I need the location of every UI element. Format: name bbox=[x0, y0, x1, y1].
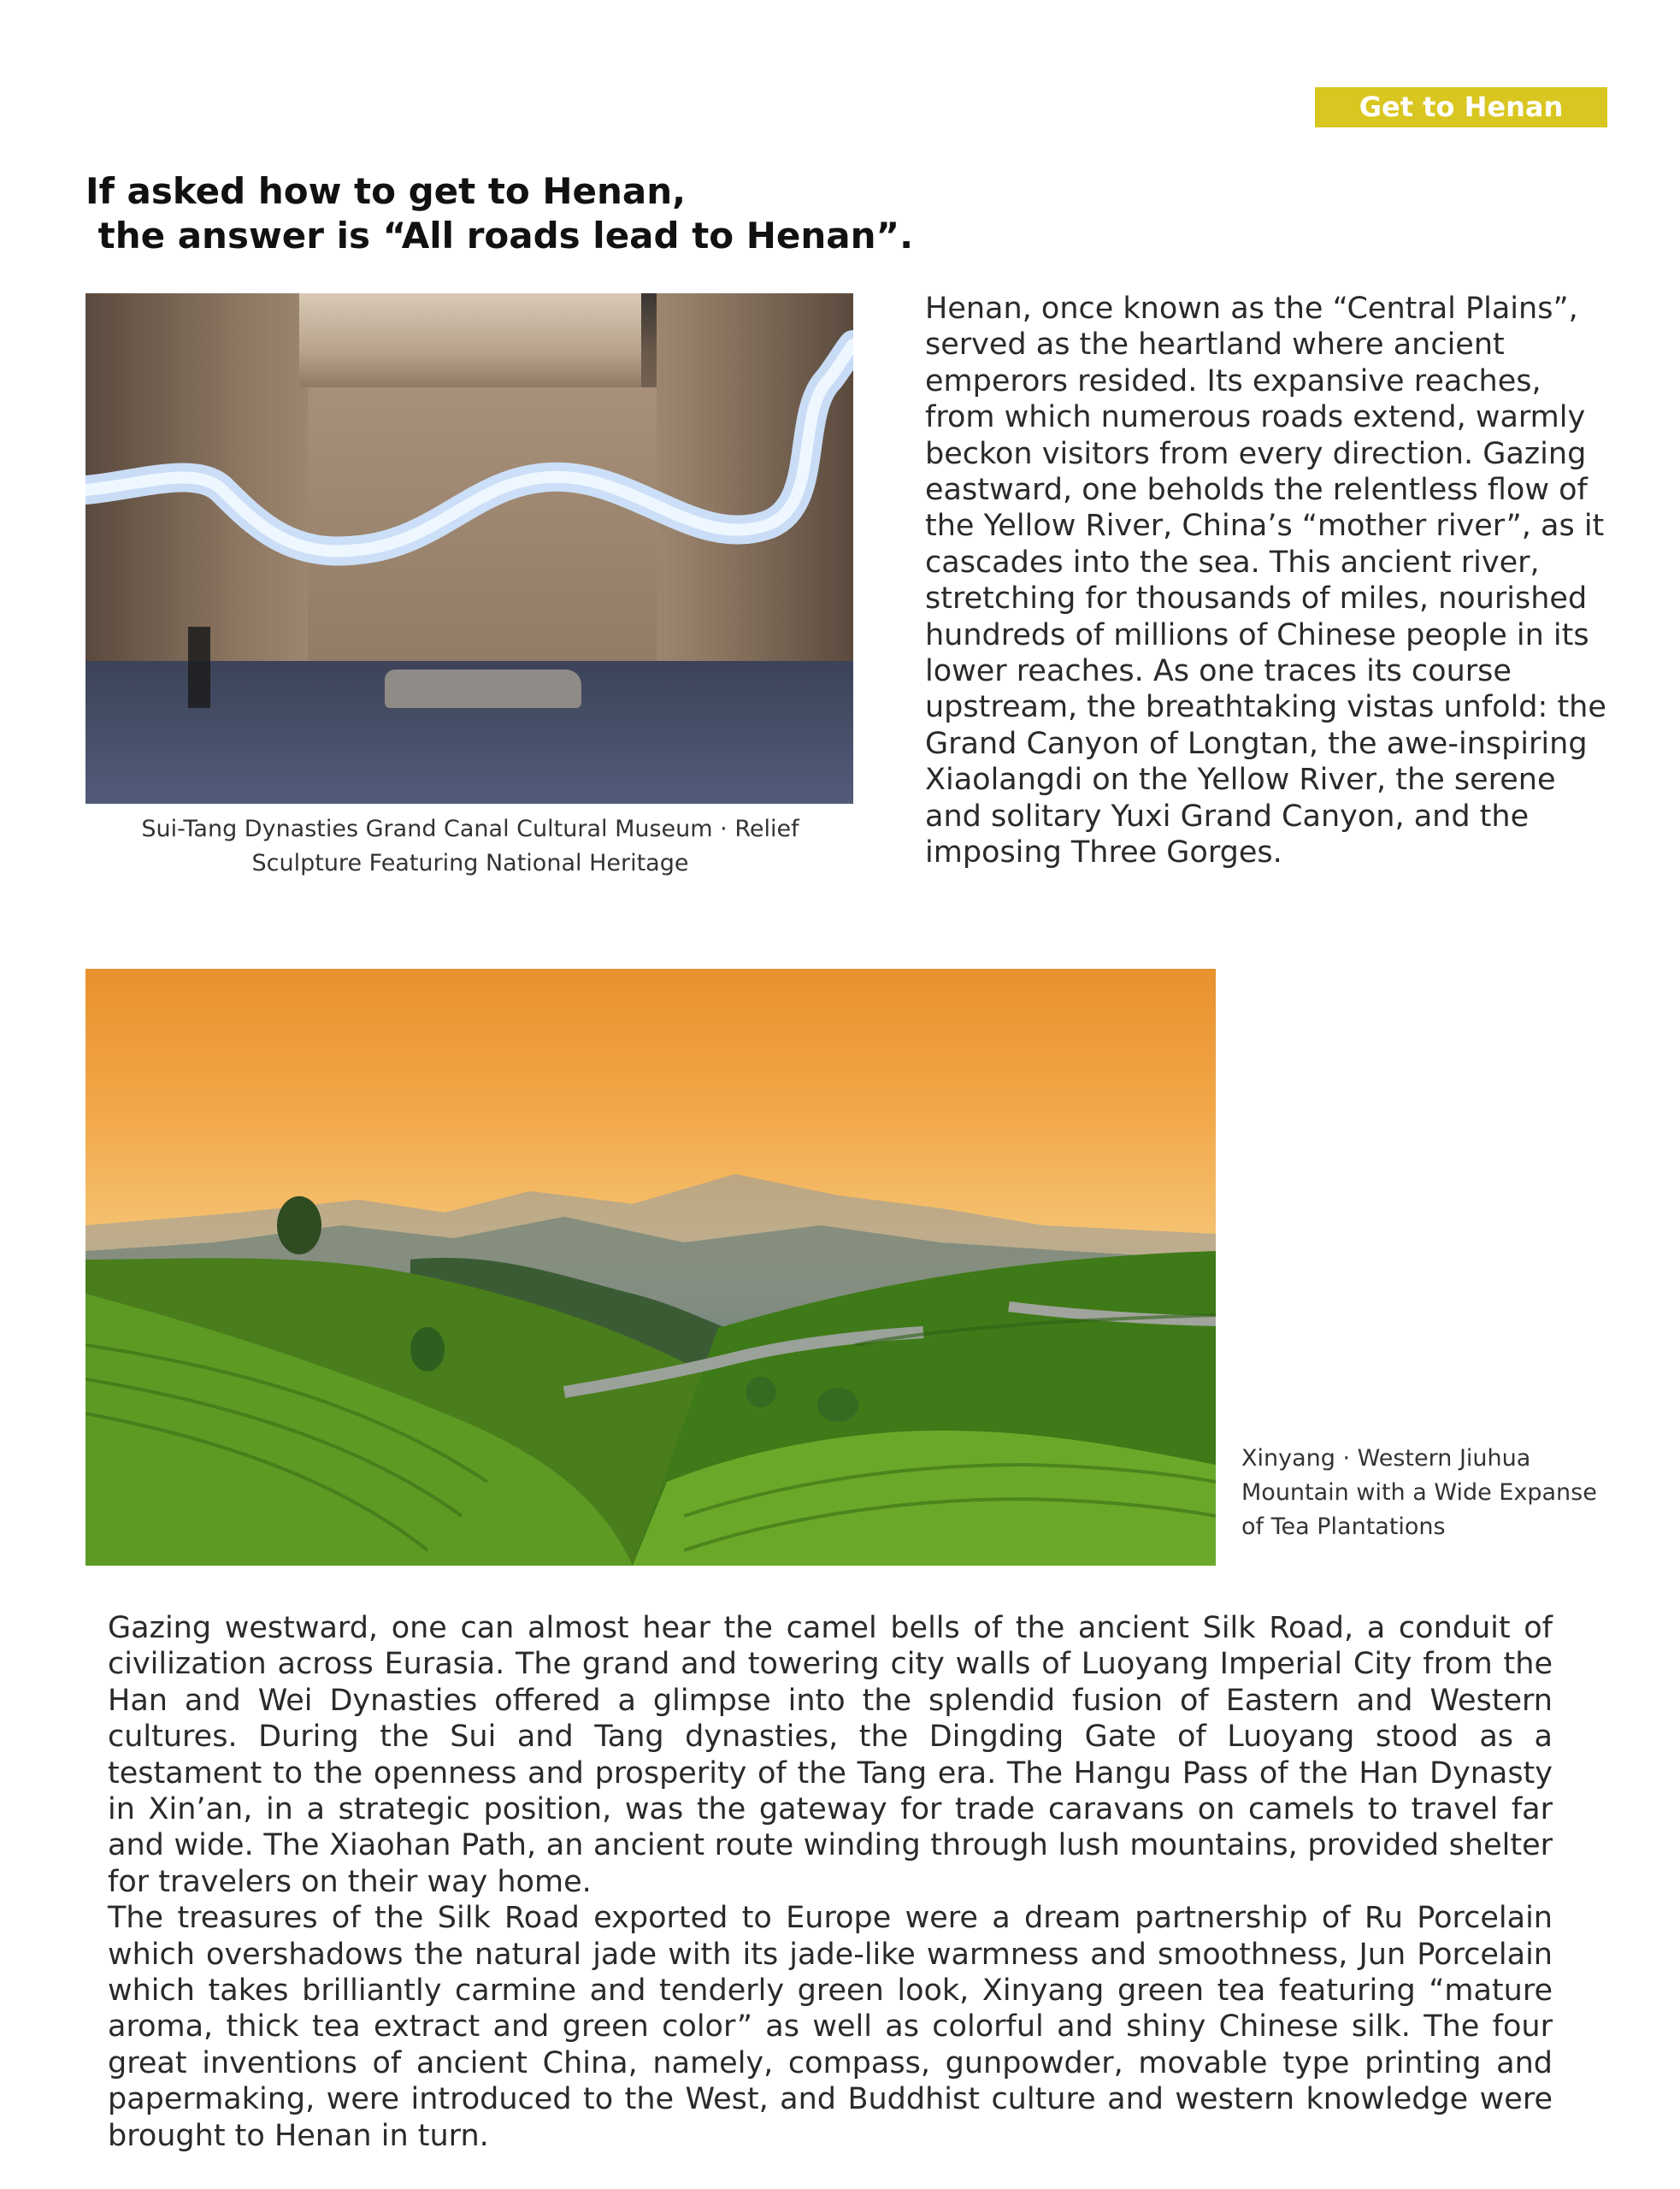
museum-photo-caption: Sui-Tang Dynasties Grand Canal Cultural Museum · Relief Sculpture Featuring National Heritage bbox=[141, 816, 799, 876]
tea-plantation-scene bbox=[85, 969, 1216, 1566]
tea-photo-caption: Xinyang · Western Jiuhua Mountain with a Wide Expanse of Tea Plantations bbox=[1241, 1445, 1597, 1540]
section-tag: Get to Henan bbox=[1315, 87, 1607, 127]
body-paragraph-1: Gazing westward, one can almost hear the camel bells of the ancient Silk Road, a conduit of civilization across Eurasia. The grand and towering city walls of Luoyang Imperial City from the Han and Wei Dynasties offered a glimpse into the splendid fusion of Eastern and Western cultures. During the Sui and Tang dynasties, the Dingding Gate of Luoyang stood as a testament to the openness and prosperity of the Tang era. The Hangu Pass of the Han Dynasty in Xin’an, in a strategic position, was the gateway for trade caravans on camels to travel far and wide. The Xiaohan Path, an ancient route winding through lush mountains, provided shelter for travelers on their way home. bbox=[108, 1611, 1553, 1899]
intro-paragraph: Henan, once known as the “Central Plains”, served as the heartland where ancient emperors resided. Its expansive reaches, from which numerous roads extend, warmly beckon visitors from every direction. Gazing eastward, one beholds the relentless flow of the Yellow River, China’s “mother river”, as it cascades into the sea. This ancient river, stretching for thousands of miles, nourished hundreds of millions of Chinese people in its lower reaches. As one traces its course upstream, the breathtaking vistas unfold: the Grand Canyon of Longtan, the awe-inspiring Xiaolangdi on the Yellow River, the serene and solitary Yuxi Grand Canyon, and the imposing Three Gorges. bbox=[925, 292, 1606, 870]
body-paragraph-2: The treasures of the Silk Road exported to Europe were a dream partnership of Ru Porcelain which overshadows the natural jade with its jade-like warmness and smoothness, Jun Porcelain which takes brilliantly carmine and tenderly green look, Xinyang green tea featuring “mature aroma, thick tea extract and green color” as well as colorful and shiny Chinese silk. The four great inventions of ancient China, namely, compass, gunpowder, movable type printing and papermaking, were introduced to the West, and Buddhist culture and western knowledge were brought to Henan in turn. bbox=[108, 1901, 1553, 2153]
headline-line-2: the answer is “All roads lead to Henan”. bbox=[85, 215, 914, 257]
main-body-text bbox=[108, 1610, 1553, 2154]
tea-plantation-photo bbox=[85, 969, 1216, 1566]
museum-relief-photo bbox=[85, 293, 853, 804]
headline-line-1: If asked how to get to Henan, bbox=[85, 170, 687, 212]
projected-river-graphic bbox=[85, 293, 853, 804]
page-headline bbox=[85, 169, 1111, 258]
